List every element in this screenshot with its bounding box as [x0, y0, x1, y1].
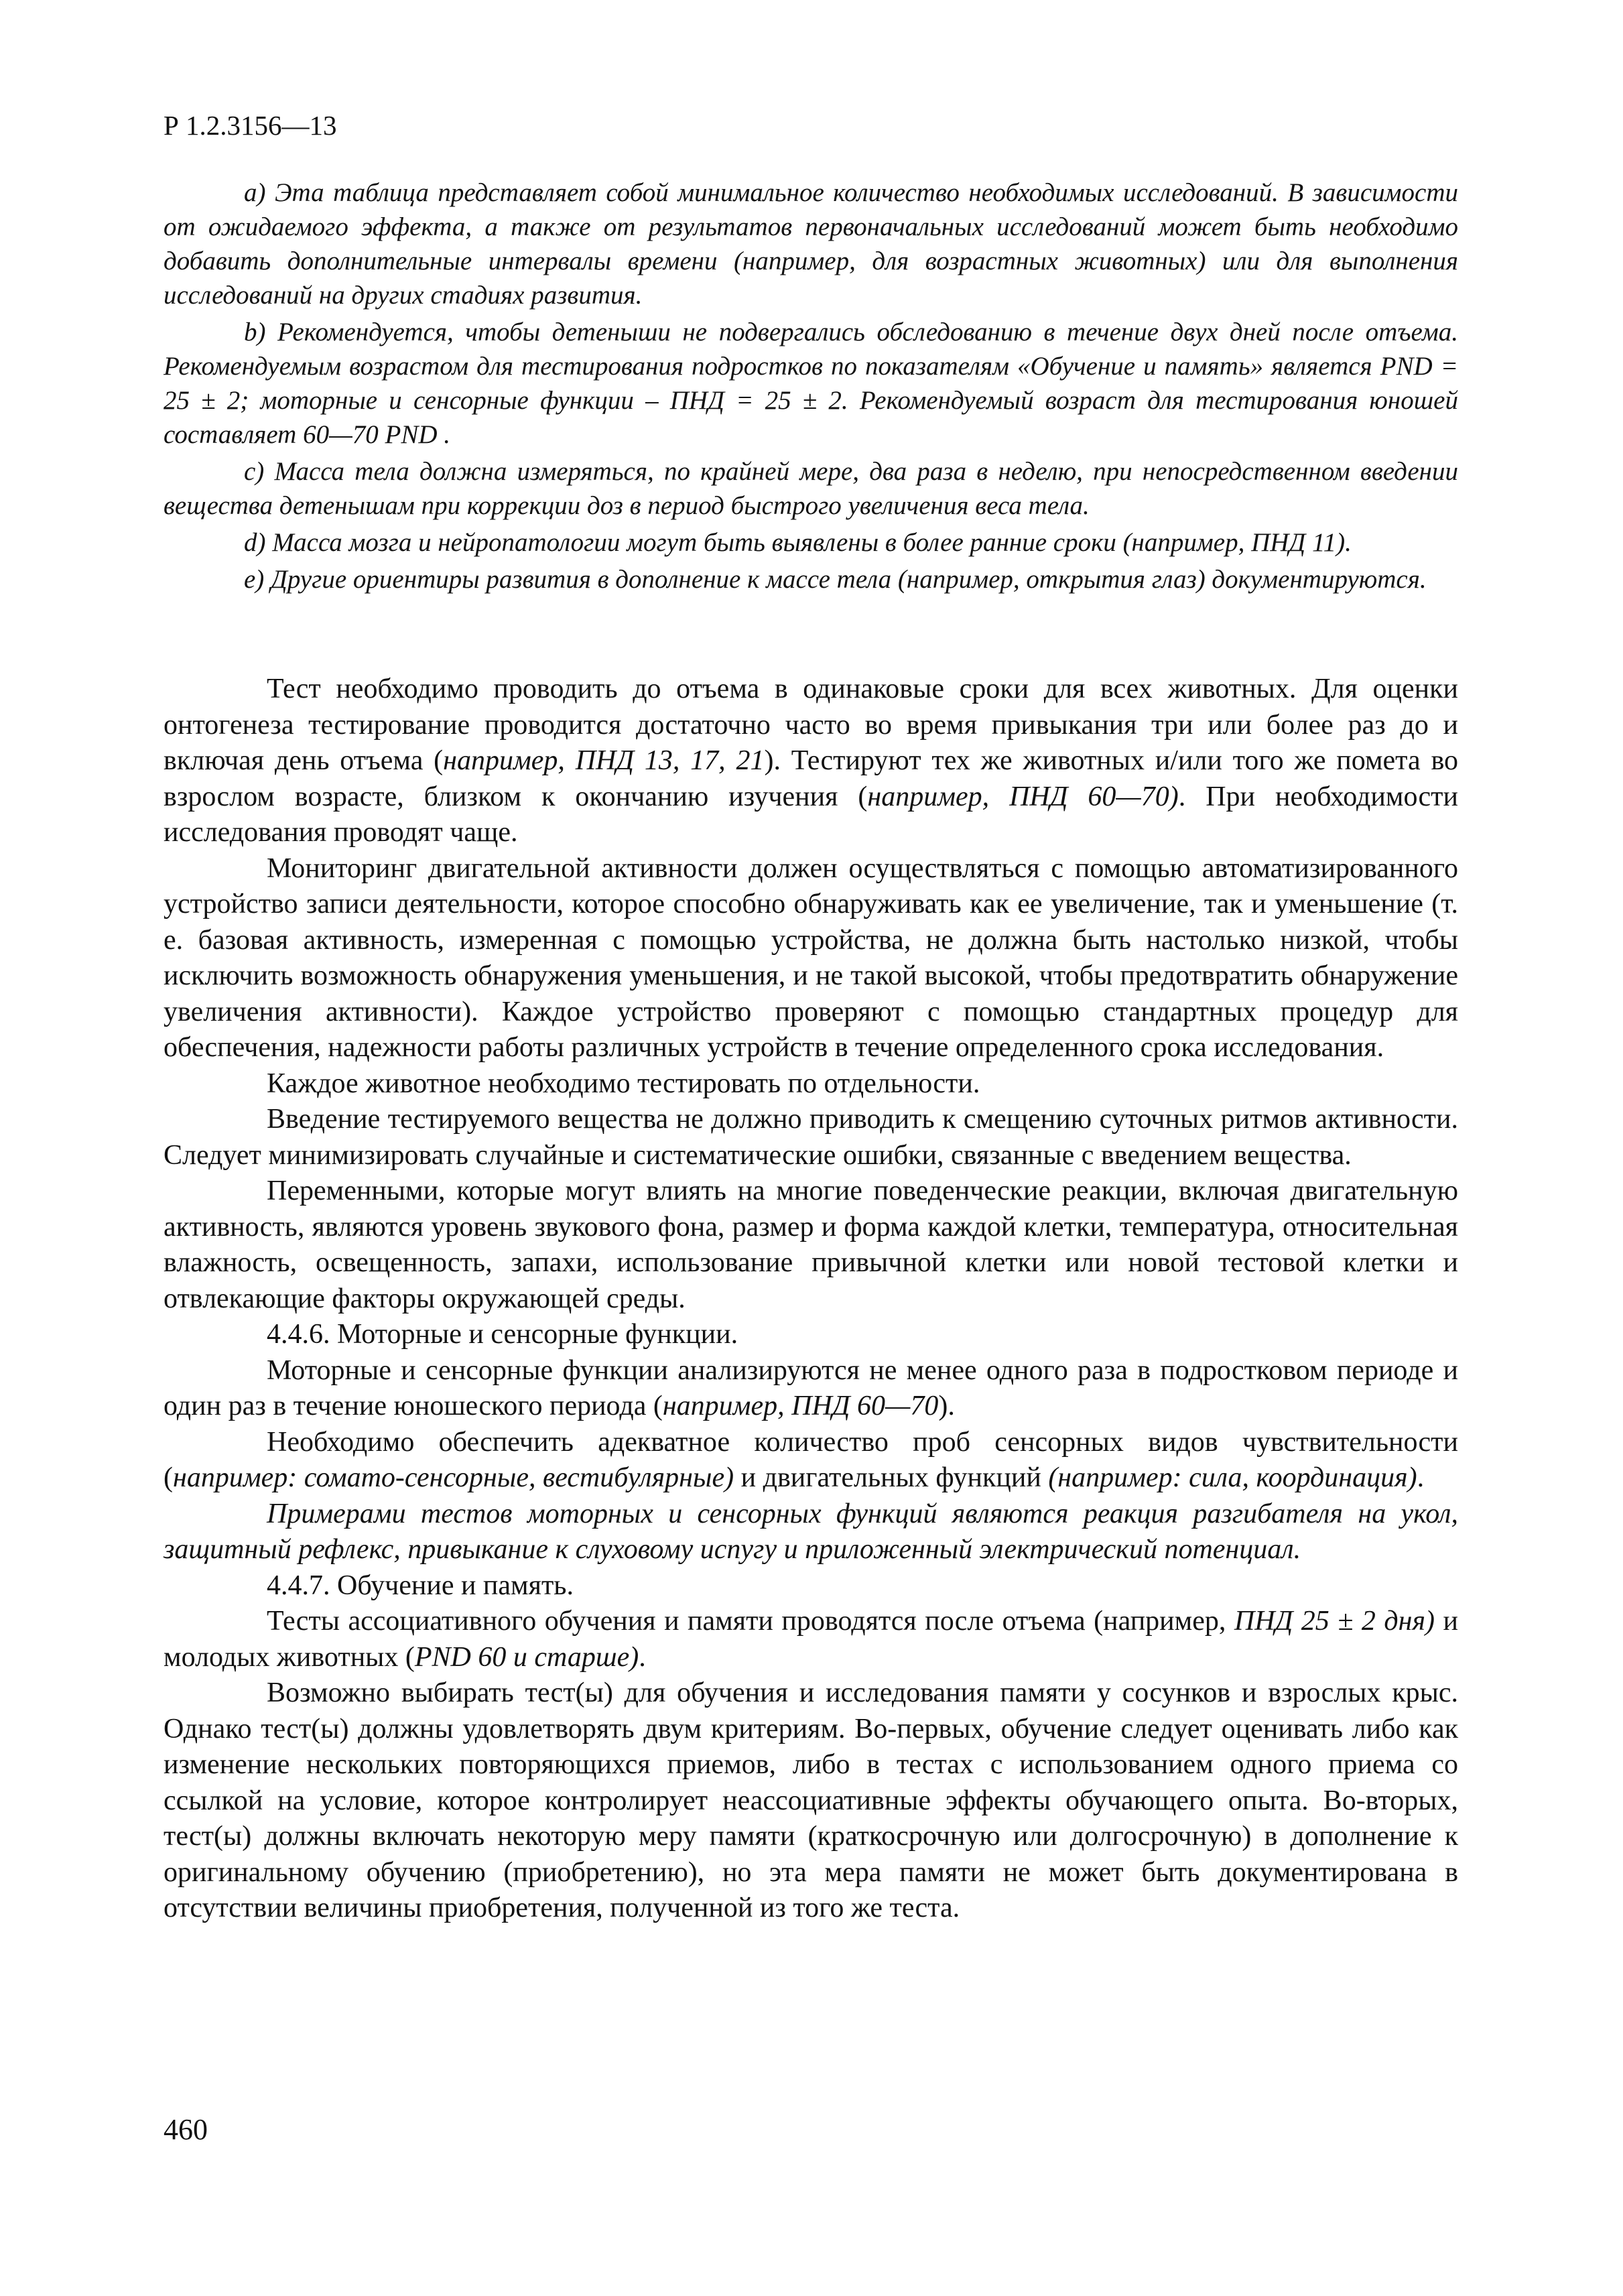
text-run: Тест необходимо проводить до отъема в одинаковые сроки для всех животных. Для оценки онтогенеза тестирование проводится достаточно часто во время привыкания три или более раз до и включая день отъема ( — [164, 674, 1458, 776]
footnote-e: e) Другие ориентиры развития в дополнение к массе тела (например, открытия глаз) документируются. — [244, 565, 1427, 594]
text-run: . — [639, 1641, 646, 1673]
footnote-a: a) Эта таблица представляет собой минимальное количество необходимых исследований. В зависимости от ожидаемого эффекта, а также от результатов первоначальных исследований может быть необходимо добавить дополнительные интервалы времени (например, для возрастных животных) или для выполнения исследований на других стадиях развития. — [164, 178, 1458, 310]
text-run: . При необходимости исследования проводят чаще. — [164, 781, 1459, 848]
paragraph-motor-sensory-periods — [164, 1353, 1458, 1425]
italic-run: например: сомато-сенсорные, вестибулярные) — [173, 1462, 734, 1493]
document-code: Р 1.2.3156—13 — [164, 110, 337, 141]
footnote-b: b) Рекомендуется, чтобы детеныши не подвергались обследованию в течение двух дней после отъема. Рекомендуемым возрастом для тестирования подростков по показателям «Обучение и память» является PND = 25 ± 2; моторные и сенсорные функции – ПНД = 25 ± 2. Рекомендуемый возраст для тестирования юношей составляет 60—70 PND . — [164, 318, 1458, 449]
footnote-d: d) Масса мозга и нейропатологии могут быть выявлены в более ранние сроки (например, ПНД 11). — [244, 528, 1352, 557]
paragraph-sensory-samples — [164, 1425, 1458, 1496]
italic-run: например, ПНД 60—70 — [662, 1391, 939, 1421]
paragraph-learning-criteria: Возможно выбирать тест(ы) для обучения и исследования памяти у сосунков и взрослых крыс. Однако тест(ы) должны удовлетворять двум критериям. Во-первых, обучение следует оценивать либо как изменение нескольких повторяющихся приемов, либо в тестах с использованием одного приема со ссылкой на условие, которое контролирует неассоциативные эффекты обучающего опыта. Во-вторых, тест(ы) должны включать некоторую меру памяти (краткосрочную или долгосрочную) в дополнение к оригинальному обучению (приобретению), но эта мера памяти не может быть документирована в отсутствии величины приобретения, полученной из того же теста. — [164, 1677, 1458, 1923]
paragraph-motor-activity-monitoring: Мониторинг двигательной активности должен осуществляться с помощью автоматизированного устройство записи деятельности, которое способно обнаруживать как ее увеличение, так и уменьшение (т. е. базовая активность, измеренная с помощью устройства, не должна быть настолько низкой, чтобы исключить возможность обнаружения уменьшения, и не такой высокой, чтобы предотвратить обнаружение увеличения активности). Каждое устройство проверяют с помощью стандартных процедур для обеспечения, надежности работы различных устройств в течение определенного срока исследования. — [164, 852, 1458, 1063]
section-heading-4-4-6: 4.4.6. Моторные и сенсорные функции. — [267, 1319, 738, 1350]
text-run: Необходимо обеспечить адекватное количество проб сенсорных видов чувствительности ( — [164, 1426, 1458, 1493]
page-number: 460 — [164, 2113, 208, 2146]
text-run: Тесты ассоциативного обучения и памяти проводятся после отъема (например, — [267, 1606, 1234, 1637]
paragraph-testing-schedule — [164, 672, 1458, 851]
paragraph-test-examples: Примерами тестов моторных и сенсорных функций являются реакция разгибателя на укол, защитный рефлекс, привыкание к слуховому испугу и приложенный электрический потенциал. — [164, 1498, 1458, 1565]
paragraph-circadian-rhythms: Введение тестируемого вещества не должно приводить к смещению суточных ритмов активности. Следует минимизировать случайные и систематические ошибки, связанные с введением вещества. — [164, 1104, 1458, 1171]
text-run: . — [1417, 1462, 1425, 1493]
italic-run: например, ПНД 13, 17, 21 — [443, 745, 765, 776]
italic-run: ПНД 25 ± 2 дня) — [1234, 1606, 1435, 1637]
table-footnotes — [164, 176, 1458, 599]
italic-run: например, ПНД 60—70) — [867, 781, 1179, 812]
text-run: ). Тестируют тех же животных и/или того же помета во взрослом возрасте, близком к окончанию изучения ( — [164, 745, 1459, 812]
paragraph-individual-testing: Каждое животное необходимо тестировать по отдельности. — [267, 1068, 980, 1099]
italic-run: PND 60 и старше) — [414, 1641, 639, 1673]
section-heading-4-4-7: 4.4.7. Обучение и память. — [267, 1570, 574, 1601]
footnote-c: c) Масса тела должна измеряться, по крайней мере, два раза в неделю, при непосредственном введении вещества детенышам при коррекции доз в период быстрого увеличения веса тела. — [164, 457, 1458, 520]
paragraph-associative-learning — [164, 1604, 1458, 1675]
text-run: и двигательных функций — [734, 1462, 1049, 1493]
italic-run: (например: сила, координация) — [1048, 1462, 1417, 1493]
main-text — [164, 672, 1458, 1927]
paragraph-variables: Переменными, которые могут влиять на многие поведенческие реакции, включая двигательную активность, являются уровень звукового фона, размер и форма каждой клетки, температура, относительная влажность, освещенность, запахи, использование привычной клетки или новой тестовой клетки и отвлекающие факторы окружающей среды. — [164, 1175, 1458, 1314]
text-run: Моторные и сенсорные функции анализируются не менее одного раза в подростковом периоде и один раз в течение юношеского периода ( — [164, 1354, 1458, 1421]
text-run: ). — [938, 1391, 955, 1421]
text-run: и молодых животных ( — [164, 1606, 1458, 1673]
